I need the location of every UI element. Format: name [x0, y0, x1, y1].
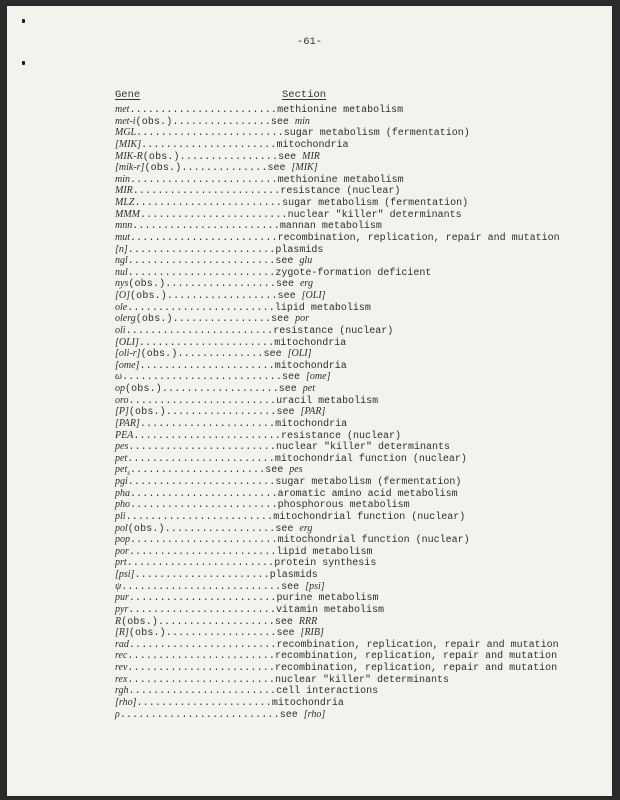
section-text: resistance (nuclear): [280, 430, 401, 442]
cross-reference: glu: [299, 255, 313, 267]
section-name: [282, 198, 468, 209]
gene-symbol: mut: [115, 231, 130, 243]
section-text: see: [278, 151, 303, 163]
section-name: [273, 326, 393, 337]
gene-symbol: [OLI]: [115, 336, 139, 348]
gene-symbol: pho: [115, 499, 130, 511]
section-name: [277, 628, 324, 639]
section-name: [265, 465, 302, 476]
section-name: [275, 361, 347, 372]
section-text: cell interactions: [276, 686, 379, 698]
section-name: [275, 256, 312, 267]
cross-reference: [psi]: [305, 580, 325, 592]
gene-symbol: [mik-r]: [115, 162, 145, 174]
leader-dots: ........................: [127, 663, 276, 674]
section-name: [270, 570, 318, 581]
gene-symbol: MIK-R: [115, 150, 143, 162]
gene-symbol: rev: [115, 662, 128, 673]
list-item: [115, 441, 585, 453]
gene-column-header: Gene: [115, 89, 141, 101]
leader-dots: ......................: [139, 360, 275, 372]
leader-dots: ........................: [128, 686, 277, 698]
leader-dots: ........................: [130, 535, 278, 547]
leader-dots: (obs.)..............: [144, 163, 268, 175]
gene-symbol: por: [115, 545, 129, 557]
leader-dots: ........................: [127, 244, 276, 256]
leader-dots: ........................: [127, 302, 275, 314]
section-text: see: [278, 384, 303, 395]
cross-reference: [ome]: [306, 371, 331, 383]
section-text: resistance (nuclear): [280, 186, 401, 198]
list-item: [115, 290, 585, 302]
list-item: [115, 453, 585, 465]
gene-symbol: MLZ: [115, 197, 135, 208]
section-text: see: [275, 256, 300, 268]
gene-symbol: oli: [115, 324, 126, 336]
list-item: [115, 604, 585, 616]
list-item: [115, 418, 585, 430]
gene-symbol: ψ: [115, 580, 122, 592]
list-item: [115, 476, 585, 488]
list-item: [115, 302, 585, 314]
section-name: [275, 663, 557, 674]
list-item: [115, 209, 585, 221]
leader-dots: (obs.)..............: [140, 349, 264, 361]
section-name: [277, 407, 326, 418]
leader-dots: (obs.)...................: [121, 616, 275, 628]
page-number: -61-: [296, 36, 323, 48]
list-item: [115, 255, 585, 267]
cross-reference: [PAR]: [300, 406, 326, 418]
section-text: see: [263, 349, 288, 361]
gene-symbol: MGL: [115, 127, 137, 139]
leader-dots: ........................: [134, 198, 283, 209]
leader-dots: ........................: [129, 105, 278, 116]
section-name: [278, 500, 410, 511]
section-name: [278, 535, 470, 546]
gene-symbol: op: [115, 383, 125, 394]
list-item: [115, 697, 585, 709]
cross-reference: pes: [289, 464, 303, 476]
cross-reference: RRR: [298, 615, 318, 627]
gene-symbol: [n]: [115, 243, 128, 255]
section-name: [275, 268, 431, 279]
list-item: [115, 313, 585, 325]
gene-symbol: MMM: [115, 208, 140, 220]
section-text: uracil metabolism: [276, 395, 379, 407]
section-text: plasmids: [275, 244, 324, 256]
list-item: [115, 430, 585, 442]
section-text: methionine metabolism: [277, 174, 404, 186]
leader-dots: (obs.)................: [142, 151, 279, 163]
gene-symbol: ρ: [115, 708, 120, 720]
section-name: [277, 640, 559, 651]
leader-dots: ......................: [141, 139, 277, 151]
gene-symbol: MIR: [115, 185, 133, 197]
section-name: [271, 314, 309, 325]
list-item: [115, 174, 585, 186]
list-item: [115, 569, 585, 581]
leader-dots: ........................: [127, 674, 276, 686]
leader-dots: (obs.)..................: [130, 291, 278, 302]
list-item: [115, 616, 585, 628]
list-item: [115, 662, 585, 674]
section-name: [276, 605, 384, 616]
section-name: [272, 698, 344, 709]
leader-dots: (obs.)..................: [127, 523, 276, 535]
cross-reference: por: [295, 313, 309, 325]
gene-symbol: rec: [115, 650, 128, 662]
list-item: [115, 395, 585, 407]
section-text: see: [276, 628, 301, 640]
section-text: lipid metabolism: [274, 302, 371, 314]
section-text: sugar metabolism (fermentation): [275, 477, 462, 488]
cross-reference: pet: [302, 383, 316, 394]
cross-reference: erg: [299, 522, 313, 534]
section-text: see: [275, 523, 300, 535]
gene-symbol: ω: [115, 371, 123, 383]
leader-dots: ..........................: [121, 581, 282, 593]
gene-symbol: pet: [115, 464, 128, 476]
list-item: [115, 709, 585, 721]
section-text: mitochondrial function (nuclear): [274, 453, 467, 465]
section-name: [264, 349, 312, 360]
leader-dots: ........................: [125, 325, 274, 337]
list-item: [115, 650, 585, 662]
section-name: [275, 675, 449, 686]
gene-symbol: [O]: [115, 290, 131, 301]
leader-dots: (obs.)...................: [125, 384, 279, 395]
gene-symbol: met: [115, 104, 130, 115]
list-item: [115, 546, 585, 558]
section-name: [282, 372, 330, 383]
section-text: mitochondria: [275, 418, 348, 430]
section-name: [288, 210, 462, 221]
list-item: [115, 337, 585, 349]
section-text: mannan metabolism: [279, 221, 382, 233]
list-item: [115, 488, 585, 500]
list-item: [115, 151, 585, 163]
gene-symbol: pha: [115, 487, 130, 499]
section-name: [278, 233, 560, 244]
gene-symbol: pol: [115, 522, 128, 534]
section-name: [275, 454, 467, 465]
gene-index-list: [115, 104, 585, 720]
list-item: [115, 220, 585, 232]
leader-dots: ........................: [128, 604, 276, 616]
section-name: [276, 140, 348, 151]
section-text: see: [282, 372, 307, 384]
leader-dots: ........................: [127, 651, 276, 663]
leader-dots: ........................: [128, 395, 277, 407]
cross-reference: [RIB]: [300, 627, 324, 639]
section-name: [284, 128, 470, 139]
gene-symbol: pet: [115, 452, 128, 464]
list-item: [115, 116, 585, 128]
section-text: mitochondrial function (nuclear): [273, 511, 466, 523]
section-text: see: [275, 279, 300, 291]
cross-reference: [OLI]: [301, 290, 326, 301]
leader-dots: ........................: [128, 546, 277, 558]
list-item: [115, 197, 585, 209]
section-text: see: [271, 314, 296, 326]
gene-symbol: [PAR]: [115, 417, 140, 429]
section-text: aromatic amino acid metabolism: [277, 488, 458, 500]
section-name: [276, 442, 450, 453]
leader-dots: ......................: [129, 465, 266, 477]
leader-dots: ......................: [138, 337, 275, 349]
list-item: [115, 360, 585, 372]
section-text: nuclear "killer" determinants: [275, 442, 450, 454]
leader-dots: ..........................: [122, 372, 282, 384]
section-name: [271, 117, 310, 128]
section-text: see: [265, 465, 290, 477]
list-item: [115, 674, 585, 686]
section-name: [278, 175, 404, 186]
section-text: see: [270, 116, 295, 128]
section-name: [275, 617, 317, 628]
gene-symbol: [ome]: [115, 359, 140, 371]
gene-symbol: rgh: [115, 685, 129, 697]
cross-reference: [rho]: [303, 708, 326, 720]
section-text: recombination, replication, repair and mutation: [277, 232, 560, 244]
punch-hole-mark: [22, 19, 25, 23]
section-text: nuclear "killer" determinants: [275, 674, 450, 686]
gene-symbol: nys: [115, 278, 129, 290]
list-item: [115, 557, 585, 569]
leader-dots: ......................: [136, 697, 272, 709]
list-item: [115, 127, 585, 139]
gene-symbol: mnn: [115, 220, 133, 232]
list-item: [115, 383, 585, 395]
gene-symbol: [P]: [115, 406, 129, 418]
section-text: phosphorous metabolism: [277, 500, 410, 512]
gene-symbol: met-i: [115, 115, 136, 127]
section-name: [278, 291, 326, 302]
section-text: see: [277, 291, 302, 302]
gene-symbol: [R]: [115, 627, 129, 639]
leader-dots: ......................: [139, 418, 276, 430]
leader-dots: ........................: [128, 442, 276, 454]
list-item: [115, 406, 585, 418]
leader-dots: (obs.)..................: [128, 407, 277, 419]
section-text: plasmids: [269, 570, 318, 581]
leader-dots: ..........................: [119, 709, 280, 721]
section-name: [273, 512, 465, 523]
leader-dots: ........................: [130, 174, 278, 186]
leader-dots: ........................: [127, 256, 276, 268]
leader-dots: ........................: [125, 511, 274, 523]
section-name: [275, 524, 312, 535]
gene-symbol: pop: [115, 534, 130, 546]
gene-symbol: pyr: [115, 603, 129, 615]
gene-symbol: [rho]: [115, 696, 137, 708]
list-item: [115, 499, 585, 511]
section-text: recombination, replication, repair and mutation: [276, 639, 559, 651]
punch-hole-mark: [22, 61, 25, 65]
section-text: nuclear "killer" determinants: [287, 209, 462, 221]
list-item: [115, 325, 585, 337]
list-item: [115, 534, 585, 546]
section-text: methionine metabolism: [277, 105, 404, 116]
leader-dots: ........................: [127, 477, 276, 488]
leader-dots: (obs.)..................: [128, 279, 276, 291]
section-text: mitochondria: [271, 697, 344, 709]
leader-dots: ........................: [132, 186, 281, 198]
list-item: [115, 267, 585, 279]
section-name: [276, 686, 378, 697]
section-text: vitamin metabolism: [275, 604, 384, 616]
leader-dots: (obs.)................: [135, 116, 271, 128]
gene-symbol: [oli-r]: [115, 348, 141, 360]
leader-dots: ........................: [127, 453, 275, 465]
gene-symbol: pli: [115, 510, 126, 522]
list-item: [115, 104, 585, 116]
section-name: [274, 338, 346, 349]
document-page: [7, 6, 612, 796]
gene-symbol: rad: [115, 638, 129, 650]
section-text: purine metabolism: [276, 593, 379, 605]
cross-reference: [MIK]: [291, 162, 318, 174]
section-name: [275, 419, 347, 430]
gene-symbol: nul: [115, 266, 128, 278]
leader-dots: ........................: [128, 593, 277, 605]
section-text: mitochondrial function (nuclear): [277, 535, 470, 547]
section-text: see: [279, 709, 304, 721]
list-item: [115, 464, 585, 476]
cross-reference: MIR: [302, 150, 320, 162]
leader-dots: ........................: [127, 267, 276, 279]
list-item: [115, 685, 585, 697]
section-text: see: [267, 163, 292, 175]
section-name: [275, 651, 557, 662]
leader-dots: ........................: [128, 639, 277, 651]
gene-symbol: pur: [115, 592, 129, 604]
section-name: [276, 396, 378, 407]
cross-reference: [OLI]: [287, 348, 312, 360]
cross-reference: erg: [299, 278, 313, 290]
leader-dots: (obs.)..................: [128, 628, 277, 640]
gene-symbol: ngl: [115, 255, 128, 267]
leader-dots: ........................: [133, 430, 281, 442]
list-item: [115, 639, 585, 651]
section-name: [276, 279, 313, 290]
gene-symbol: R: [115, 615, 122, 627]
section-name: [277, 593, 379, 604]
section-name: [281, 431, 401, 442]
gene-symbol: min: [115, 173, 130, 185]
section-text: recombination, replication, repair and mutation: [275, 663, 558, 674]
section-name: [280, 221, 382, 232]
section-column-header: Section: [282, 89, 327, 101]
section-name: [275, 477, 461, 488]
section-text: recombination, replication, repair and mutation: [275, 651, 558, 663]
list-item: [115, 232, 585, 244]
list-item: [115, 278, 585, 290]
leader-dots: ........................: [140, 209, 288, 221]
section-text: see: [276, 407, 301, 419]
list-item: [115, 348, 585, 360]
leader-dots: ........................: [130, 500, 278, 512]
section-name: [275, 245, 323, 256]
list-item: [115, 627, 585, 639]
section-text: sugar metabolism (fermentation): [282, 198, 469, 209]
list-item: [115, 511, 585, 523]
section-text: see: [281, 581, 306, 593]
list-item: [115, 162, 585, 174]
section-text: sugar metabolism (fermentation): [283, 128, 470, 140]
section-name: [280, 710, 326, 721]
leader-dots: ........................: [136, 128, 284, 140]
gene-symbol: prt: [115, 557, 127, 569]
gene-symbol: olerg: [115, 313, 136, 325]
gene-symbol: oro: [115, 394, 129, 406]
section-name: [280, 186, 400, 197]
section-name: [277, 105, 403, 116]
leader-dots: ......................: [134, 570, 270, 581]
gene-subscript: s: [127, 469, 130, 478]
gene-symbol: PEA: [115, 429, 134, 441]
list-item: [115, 592, 585, 604]
leader-dots: (obs.)................: [135, 314, 272, 326]
section-text: resistance (nuclear): [273, 325, 394, 337]
gene-symbol: ole: [115, 301, 128, 313]
list-item: [115, 581, 585, 593]
leader-dots: ........................: [130, 488, 278, 500]
list-item: [115, 139, 585, 151]
section-text: mitochondria: [276, 139, 349, 151]
section-text: lipid metabolism: [276, 546, 373, 558]
section-text: zygote-formation deficient: [275, 267, 432, 279]
leader-dots: ........................: [132, 221, 280, 233]
gene-symbol: pgi: [115, 476, 128, 487]
section-text: see: [274, 616, 299, 628]
list-item: [115, 523, 585, 535]
list-item: [115, 244, 585, 256]
list-item: [115, 185, 585, 197]
section-name: [278, 489, 458, 500]
leader-dots: ........................: [126, 558, 275, 570]
gene-symbol: [MIK]: [115, 138, 142, 150]
section-text: protein synthesis: [274, 558, 377, 570]
list-item: [115, 371, 585, 383]
section-name: [278, 152, 320, 163]
gene-symbol: [psi]: [115, 569, 135, 580]
section-name: [277, 547, 373, 558]
section-text: mitochondria: [274, 337, 347, 349]
section-name: [279, 384, 315, 395]
leader-dots: ........................: [130, 232, 278, 244]
section-name: [267, 163, 317, 174]
section-name: [281, 582, 324, 593]
gene-symbol: pes: [115, 441, 129, 453]
section-name: [275, 303, 371, 314]
gene-symbol: rex: [115, 673, 128, 685]
cross-reference: min: [294, 115, 310, 127]
section-name: [274, 558, 376, 569]
section-text: mitochondria: [274, 360, 347, 372]
